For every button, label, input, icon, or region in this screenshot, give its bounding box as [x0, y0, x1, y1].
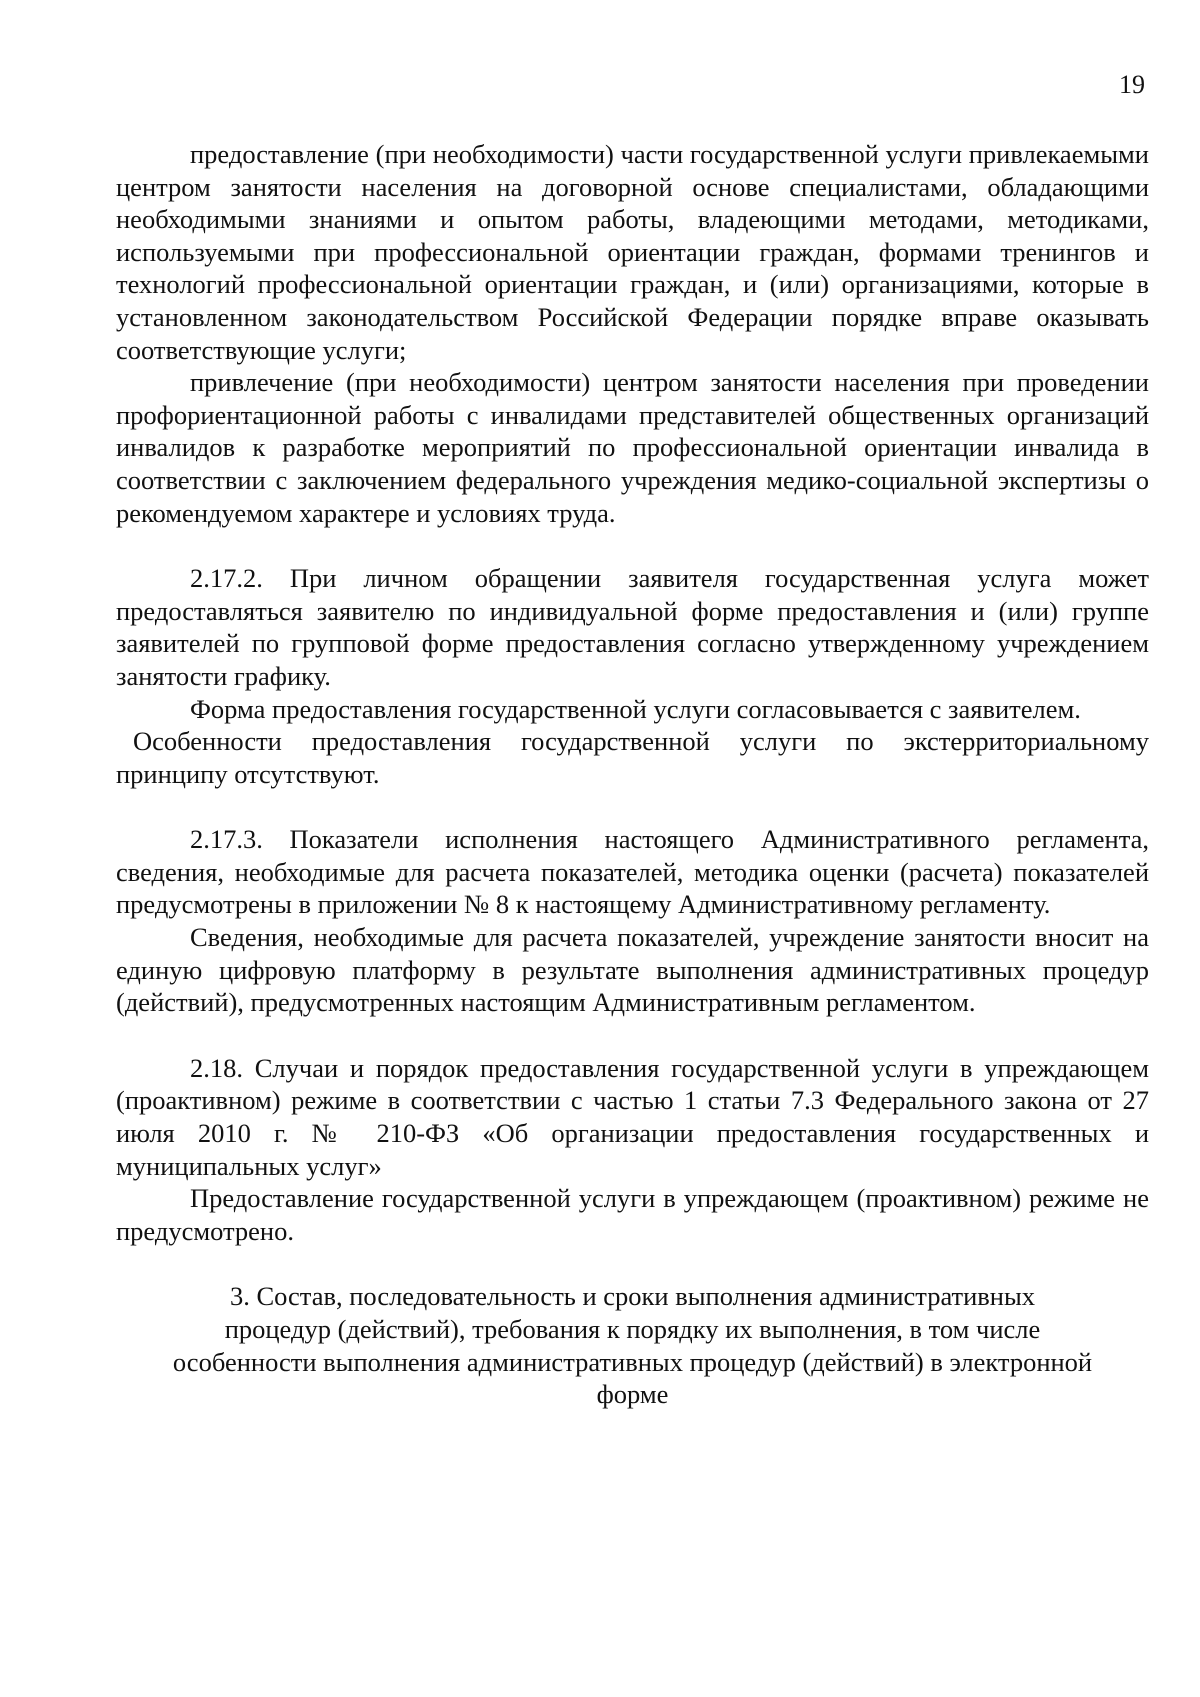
paragraph-2-17-3: 2.17.3. Показатели исполнения настоящего Административного регламента, сведения, необходимые для расчета показателей, методика оценки (расчета) показателей предусмотрены в приложении № 8 к настоящему Административному регламенту.	[116, 824, 1149, 920]
section-heading-line: процедур (действий), требования к порядку их выполнения, в том числе	[224, 1314, 1041, 1344]
section-heading-line: форме	[596, 1379, 669, 1410]
paragraph-specialists: предоставление (при необходимости) части государственной услуги привлекаемыми центром занятости населения на договорной основе специалистами, обладающими необходимыми знаниями и опытом работы, владеющими методами, методиками, используемыми при профессиональной ориентации граждан, формами тренингов и технологий профессиональной ориентации граждан, и (или) организациями, которые в установленном законодательством Российской Федерации порядке вправе оказывать соответствующие услуги;	[116, 139, 1149, 365]
document-body	[116, 138, 1149, 1411]
page-number: 19	[1119, 70, 1145, 99]
paragraph-extraterritorial: Особенности предоставления государственной услуги по экстерриториальному принципу отсутствуют.	[116, 726, 1149, 789]
section-heading-line: 3. Состав, последовательность и сроки выполнения административных	[229, 1281, 1036, 1312]
section-3-heading	[116, 1280, 1149, 1410]
paragraph-disabled-organizations: привлечение (при необходимости) центром занятости населения при проведении профориентационной работы с инвалидами представителей общественных организаций инвалидов к разработке мероприятий по профессиональной ориентации инвалида в соответствии с заключением федерального учреждения медико-социальной экспертизы о рекомендуемом характере и условиях труда.	[116, 367, 1149, 528]
paragraph-form-agreement: Форма предоставления государственной услуги согласовывается с заявителем.	[190, 693, 1081, 724]
paragraph-2-17-2: 2.17.2. При личном обращении заявителя государственная услуга может предоставляться заявителю по индивидуальной форме предоставления и (или) группе заявителей по групповой форме предоставления согласно утвержденному учреждением занятости графику.	[116, 563, 1149, 691]
section-heading-line: особенности выполнения административных процедур (действий) в электронной	[172, 1346, 1093, 1377]
paragraph-proactive-mode: Предоставление государственной услуги в упреждающем (проактивном) режиме не предусмотрено.	[116, 1183, 1149, 1246]
paragraph-indicators-data: Сведения, необходимые для расчета показателей, учреждение занятости вносит на единую цифровую платформу в результате выполнения административных процедур (действий), предусмотренных настоящим Административным регламентом.	[116, 922, 1149, 1018]
paragraph-2-18: 2.18. Случаи и порядок предоставления государственной услуги в упреждающем (проактивном) режиме в соответствии с частью 1 статьи 7.3 Федерального закона от 27 июля 2010 г. № 210-ФЗ «Об организации предоставления государственных и муниципальных услуг»	[116, 1052, 1149, 1181]
